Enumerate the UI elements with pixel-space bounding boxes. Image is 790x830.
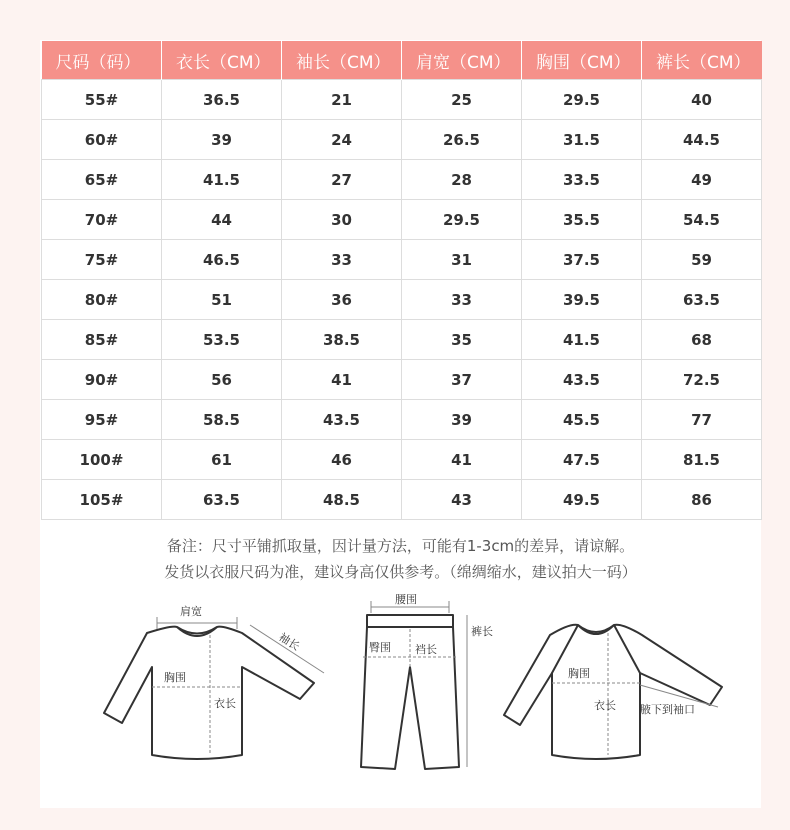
cell-size: 90# xyxy=(42,360,162,400)
cell-sleeve: 30 xyxy=(282,200,402,240)
label-rise: 裆长 xyxy=(415,643,437,656)
cell-pants-length: 86 xyxy=(642,480,762,520)
cell-size: 95# xyxy=(42,400,162,440)
cell-length: 36.5 xyxy=(162,80,282,120)
cell-length: 46.5 xyxy=(162,240,282,280)
cell-pants-length: 81.5 xyxy=(642,440,762,480)
cell-size: 85# xyxy=(42,320,162,360)
cell-chest: 33.5 xyxy=(522,160,642,200)
cell-length: 51 xyxy=(162,280,282,320)
cell-size: 75# xyxy=(42,240,162,280)
table-header-row xyxy=(42,41,762,80)
cell-pants-length: 63.5 xyxy=(642,280,762,320)
cell-length: 44 xyxy=(162,200,282,240)
raglan-shirt-diagram xyxy=(490,595,735,775)
table-row xyxy=(42,80,762,120)
cell-chest: 31.5 xyxy=(522,120,642,160)
table-row xyxy=(42,320,762,360)
cell-pants-length: 59 xyxy=(642,240,762,280)
cell-sleeve: 41 xyxy=(282,360,402,400)
cell-chest: 39.5 xyxy=(522,280,642,320)
table-row xyxy=(42,480,762,520)
note-line-2: 发货以衣服尺码为准，建议身高仅供参考。（绵绸缩水，建议拍大一码） xyxy=(164,563,637,581)
header-size: 尺码（码） xyxy=(42,41,162,80)
cell-length: 41.5 xyxy=(162,160,282,200)
cell-pants-length: 44.5 xyxy=(642,120,762,160)
cell-pants-length: 68 xyxy=(642,320,762,360)
pants-diagram xyxy=(355,593,493,775)
shirt-diagram xyxy=(92,595,337,775)
cell-chest: 35.5 xyxy=(522,200,642,240)
cell-sleeve: 46 xyxy=(282,440,402,480)
label-length: 衣长 xyxy=(214,697,236,710)
header-length: 衣长（CM） xyxy=(162,41,282,80)
cell-sleeve: 36 xyxy=(282,280,402,320)
cell-shoulder: 25 xyxy=(402,80,522,120)
cell-size: 70# xyxy=(42,200,162,240)
table-row xyxy=(42,160,762,200)
cell-pants-length: 40 xyxy=(642,80,762,120)
cell-length: 61 xyxy=(162,440,282,480)
cell-pants-length: 54.5 xyxy=(642,200,762,240)
cell-length: 39 xyxy=(162,120,282,160)
cell-shoulder: 33 xyxy=(402,280,522,320)
label-pants-length: 裤长 xyxy=(471,625,493,638)
cell-shoulder: 35 xyxy=(402,320,522,360)
label-hip: 臀围 xyxy=(369,641,391,654)
table-row xyxy=(42,240,762,280)
cell-chest: 37.5 xyxy=(522,240,642,280)
label-shoulder: 肩宽 xyxy=(180,605,202,618)
cell-length: 53.5 xyxy=(162,320,282,360)
cell-sleeve: 48.5 xyxy=(282,480,402,520)
cell-length: 58.5 xyxy=(162,400,282,440)
cell-sleeve: 21 xyxy=(282,80,402,120)
cell-length: 63.5 xyxy=(162,480,282,520)
header-chest: 胸围（CM） xyxy=(522,41,642,80)
header-sleeve: 袖长（CM） xyxy=(282,41,402,80)
cell-shoulder: 41 xyxy=(402,440,522,480)
cell-sleeve: 43.5 xyxy=(282,400,402,440)
table-row xyxy=(42,440,762,480)
cell-shoulder: 31 xyxy=(402,240,522,280)
table-row xyxy=(42,200,762,240)
cell-pants-length: 49 xyxy=(642,160,762,200)
cell-chest: 49.5 xyxy=(522,480,642,520)
cell-pants-length: 72.5 xyxy=(642,360,762,400)
cell-size: 65# xyxy=(42,160,162,200)
cell-shoulder: 28 xyxy=(402,160,522,200)
table-row xyxy=(42,280,762,320)
cell-size: 60# xyxy=(42,120,162,160)
cell-pants-length: 77 xyxy=(642,400,762,440)
label-chest-2: 胸围 xyxy=(568,667,590,680)
table-row xyxy=(42,360,762,400)
cell-length: 56 xyxy=(162,360,282,400)
cell-shoulder: 43 xyxy=(402,480,522,520)
cell-chest: 29.5 xyxy=(522,80,642,120)
label-sleeve: 袖长 xyxy=(276,630,302,654)
cell-shoulder: 29.5 xyxy=(402,200,522,240)
label-waist: 腰围 xyxy=(395,593,417,606)
label-chest: 胸围 xyxy=(164,671,186,684)
label-length-2: 衣长 xyxy=(594,699,616,712)
size-table xyxy=(41,41,762,520)
cell-shoulder: 37 xyxy=(402,360,522,400)
header-shoulder: 肩宽（CM） xyxy=(402,41,522,80)
table-row xyxy=(42,120,762,160)
cell-shoulder: 26.5 xyxy=(402,120,522,160)
cell-sleeve: 33 xyxy=(282,240,402,280)
cell-sleeve: 38.5 xyxy=(282,320,402,360)
table-row xyxy=(42,400,762,440)
note-line-1: 备注：尺寸平铺抓取量，因计量方法，可能有1-3cm的差异，请谅解。 xyxy=(166,537,635,555)
cell-size: 55# xyxy=(42,80,162,120)
cell-chest: 45.5 xyxy=(522,400,642,440)
label-underarm-sleeve: 腋下到袖口 xyxy=(640,703,695,716)
cell-chest: 43.5 xyxy=(522,360,642,400)
header-pants-length: 裤长（CM） xyxy=(642,41,762,80)
cell-size: 105# xyxy=(42,480,162,520)
cell-chest: 41.5 xyxy=(522,320,642,360)
cell-size: 100# xyxy=(42,440,162,480)
cell-sleeve: 24 xyxy=(282,120,402,160)
cell-sleeve: 27 xyxy=(282,160,402,200)
cell-size: 80# xyxy=(42,280,162,320)
cell-shoulder: 39 xyxy=(402,400,522,440)
cell-chest: 47.5 xyxy=(522,440,642,480)
